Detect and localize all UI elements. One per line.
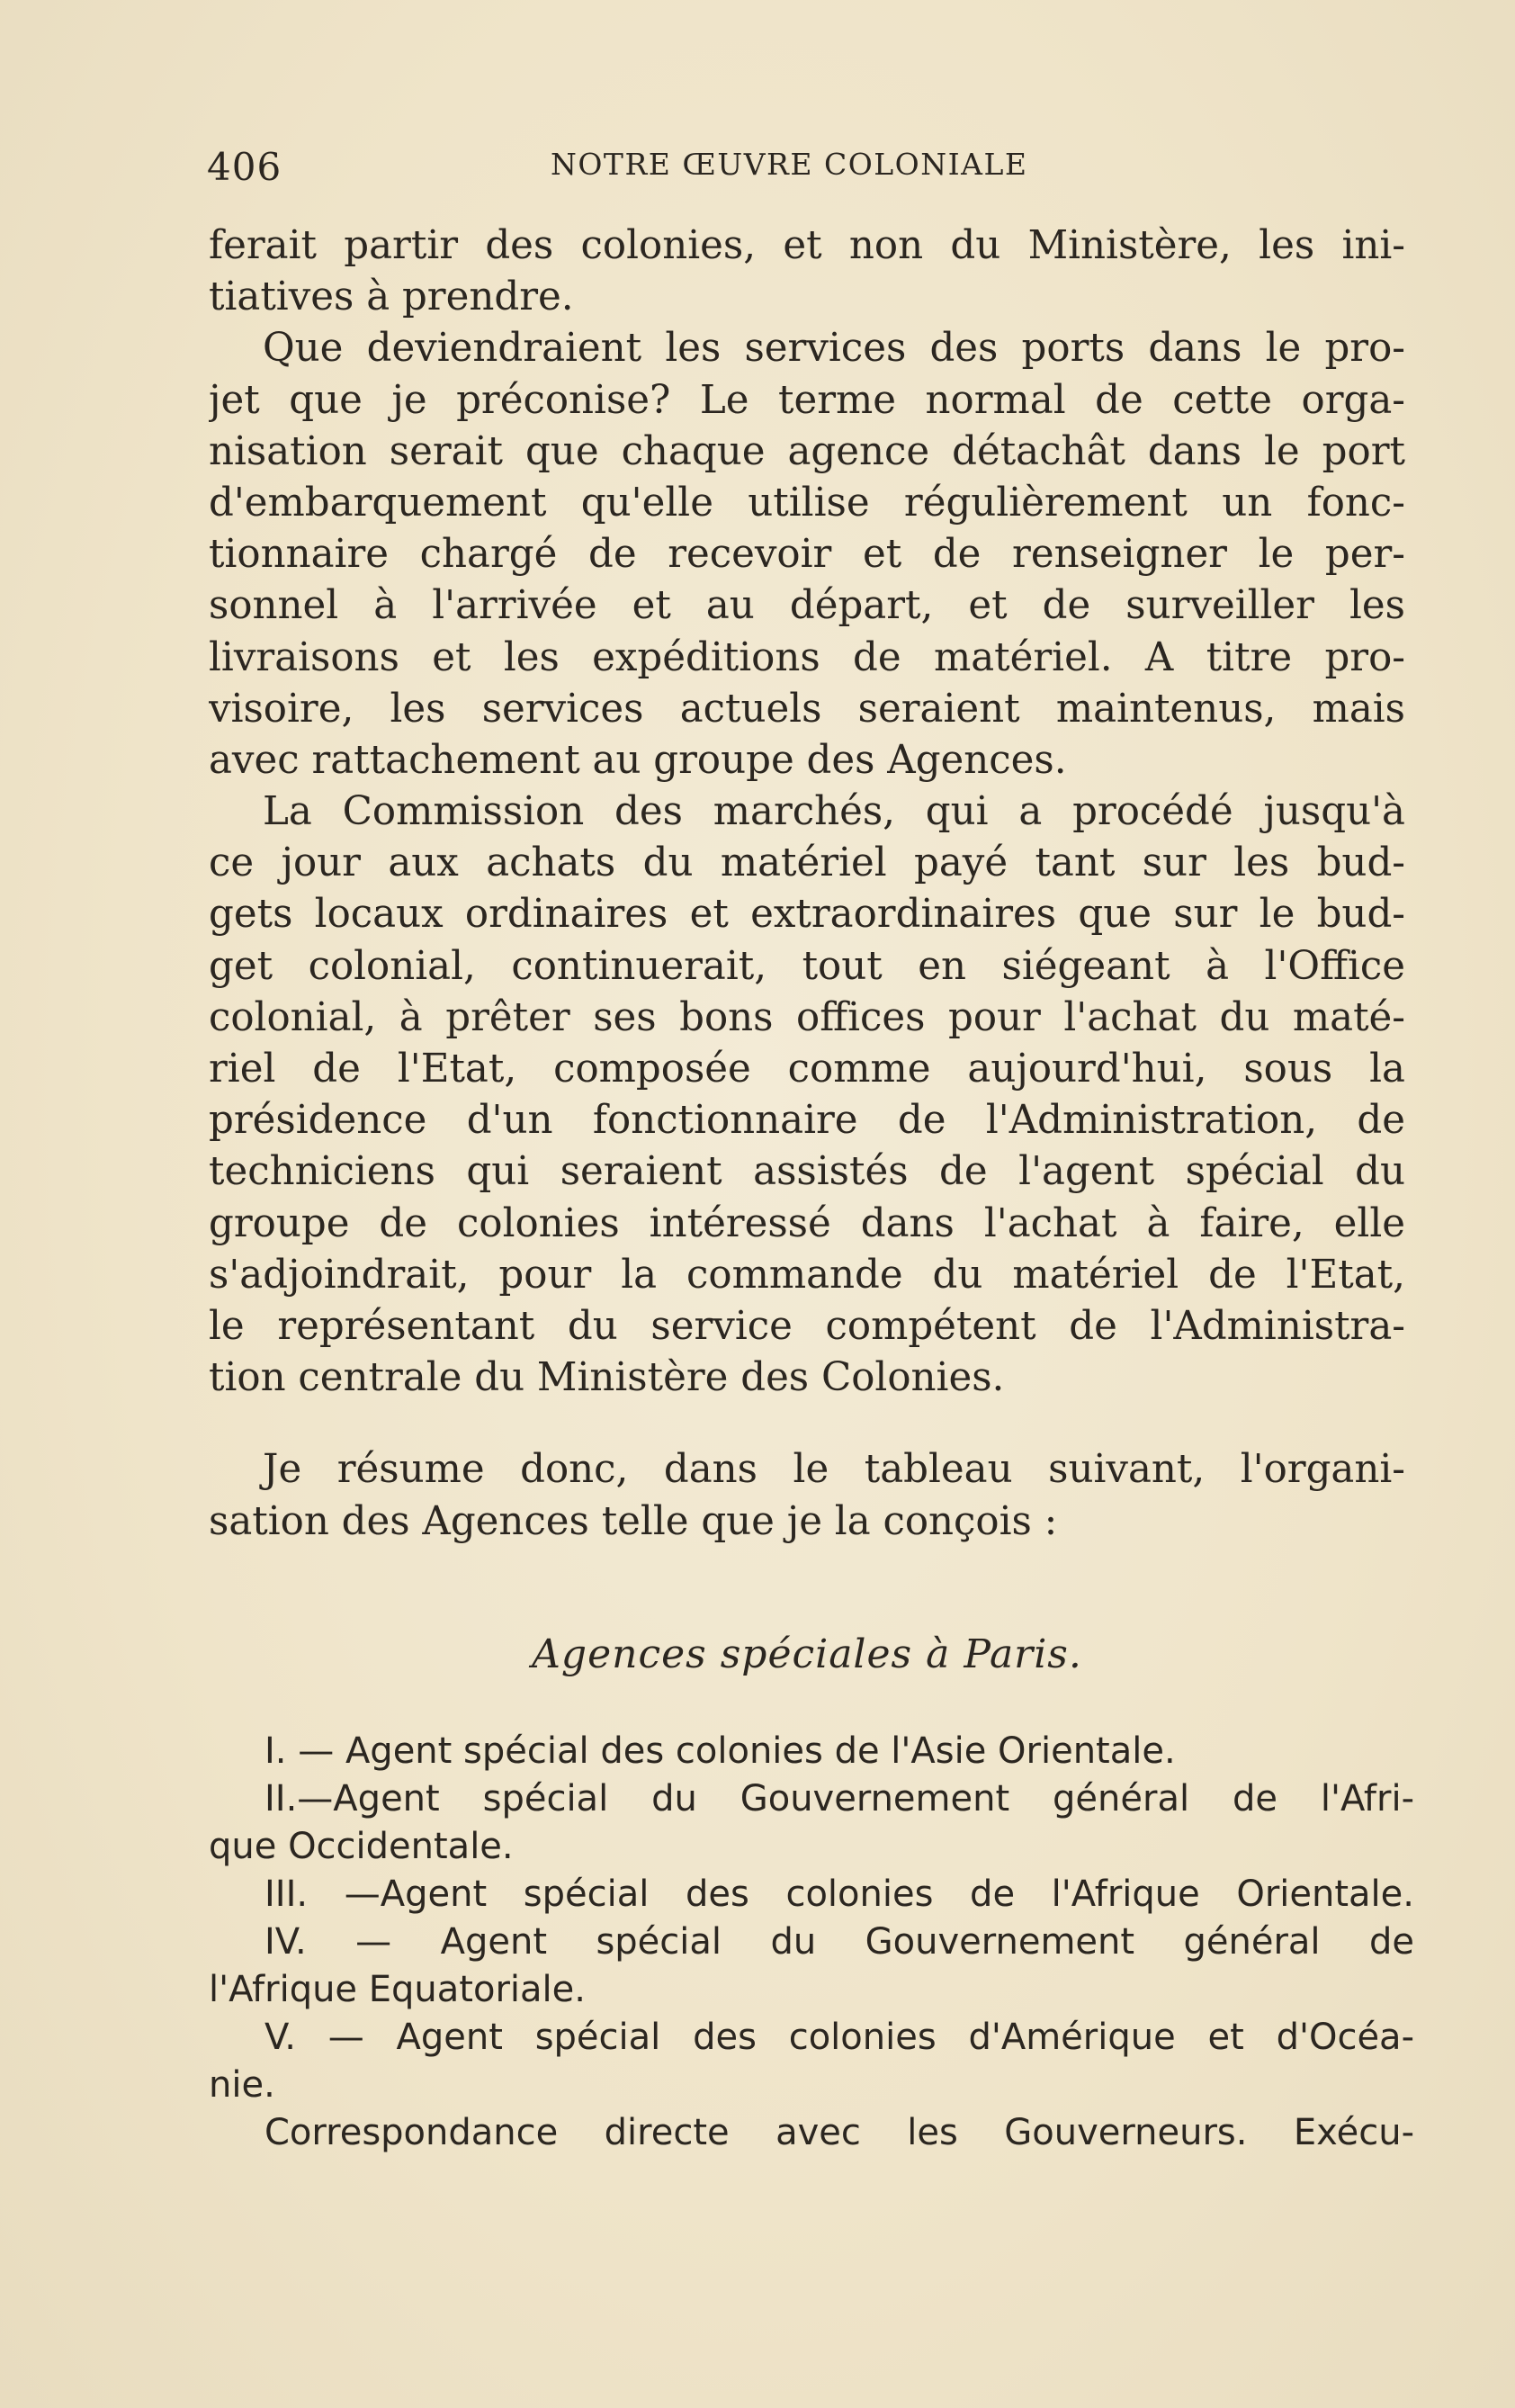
agency-list xyxy=(209,1728,1414,2157)
list-item: V. — Agent spécial des colonies d'Amérique et d'Océa- xyxy=(264,2017,1414,2058)
text-line: présidence d'un fonctionnaire de l'Administration, de xyxy=(209,1098,1405,1144)
text-line: sonnel à l'arrivée et au départ, et de surveiller les xyxy=(209,583,1405,629)
text-line: d'embarquement qu'elle utilise régulièrement un fonc- xyxy=(209,480,1405,526)
list-item: nie. xyxy=(209,2064,275,2106)
list-item: II.—Agent spécial du Gouvernement général de l'Afri- xyxy=(264,1778,1414,1819)
text-line: sation des Agences telle que je la conçois : xyxy=(209,1498,1058,1544)
text-line: le représentant du service compétent de l'Administra- xyxy=(209,1303,1405,1349)
text-line: tiatives à prendre. xyxy=(209,274,574,320)
page-header xyxy=(207,139,1412,193)
text-line: Que deviendraient les services des ports dans le pro- xyxy=(263,326,1405,372)
text-line: avec rattachement au groupe des Agences. xyxy=(209,737,1067,783)
text-line: colonial, à prêter ses bons offices pour l'achat du maté- xyxy=(209,994,1405,1040)
text-line: get colonial, continuerait, tout en siégeant à l'Office xyxy=(209,943,1405,989)
running-title: NOTRE ŒUVRE COLONIALE xyxy=(551,147,1028,182)
text-line: s'adjoindrait, pour la commande du matériel de l'Etat, xyxy=(209,1252,1405,1298)
text-line: La Commission des marchés, qui a procédé jusqu'à xyxy=(263,789,1405,835)
text-line: groupe de colonies intéressé dans l'achat à faire, elle xyxy=(209,1200,1405,1246)
list-item: III. —Agent spécial des colonies de l'Afrique Orientale. xyxy=(264,1873,1414,1915)
list-item: l'Afrique Equatoriale. xyxy=(209,1969,586,2010)
text-line: tion centrale du Ministère des Colonies. xyxy=(209,1355,1005,1401)
text-line: jet que je préconise? Le terme normal de cette orga- xyxy=(209,377,1405,423)
text-line: nisation serait que chaque agence détachât dans le port xyxy=(209,428,1405,474)
text-line: gets locaux ordinaires et extraordinaires que sur le bud- xyxy=(209,892,1405,938)
list-item: IV. — Agent spécial du Gouvernement général de xyxy=(264,1921,1414,1963)
list-item: que Occidentale. xyxy=(209,1826,514,1867)
text-line: riel de l'Etat, composée comme aujourd'hui, sous la xyxy=(209,1047,1405,1092)
section-title: Agences spéciales à Paris. xyxy=(532,1631,1082,1677)
text-line: visoire, les services actuels seraient maintenus, mais xyxy=(209,686,1405,732)
text-line: livraisons et les expéditions de matériel. A titre pro- xyxy=(209,634,1405,680)
paragraph-gap xyxy=(209,1404,1405,1444)
text-line: Je résume donc, dans le tableau suivant, l'organi- xyxy=(263,1447,1405,1493)
section-gap xyxy=(209,1548,1405,1629)
text-line: ce jour aux achats du matériel payé tant sur les bud- xyxy=(209,840,1405,886)
body-text xyxy=(209,220,1405,1680)
text-line: tionnaire chargé de recevoir et de renseigner le per- xyxy=(209,532,1405,578)
text-line: ferait partir des colonies, et non du Ministère, les ini- xyxy=(209,223,1405,268)
page-number: 406 xyxy=(207,145,282,189)
text-line: techniciens qui seraient assistés de l'agent spécial du xyxy=(209,1149,1405,1195)
list-item: Correspondance directe avec les Gouverneurs. Exécu- xyxy=(264,2112,1414,2153)
list-item: I. — Agent spécial des colonies de l'Asie Orientale. xyxy=(264,1730,1176,1772)
